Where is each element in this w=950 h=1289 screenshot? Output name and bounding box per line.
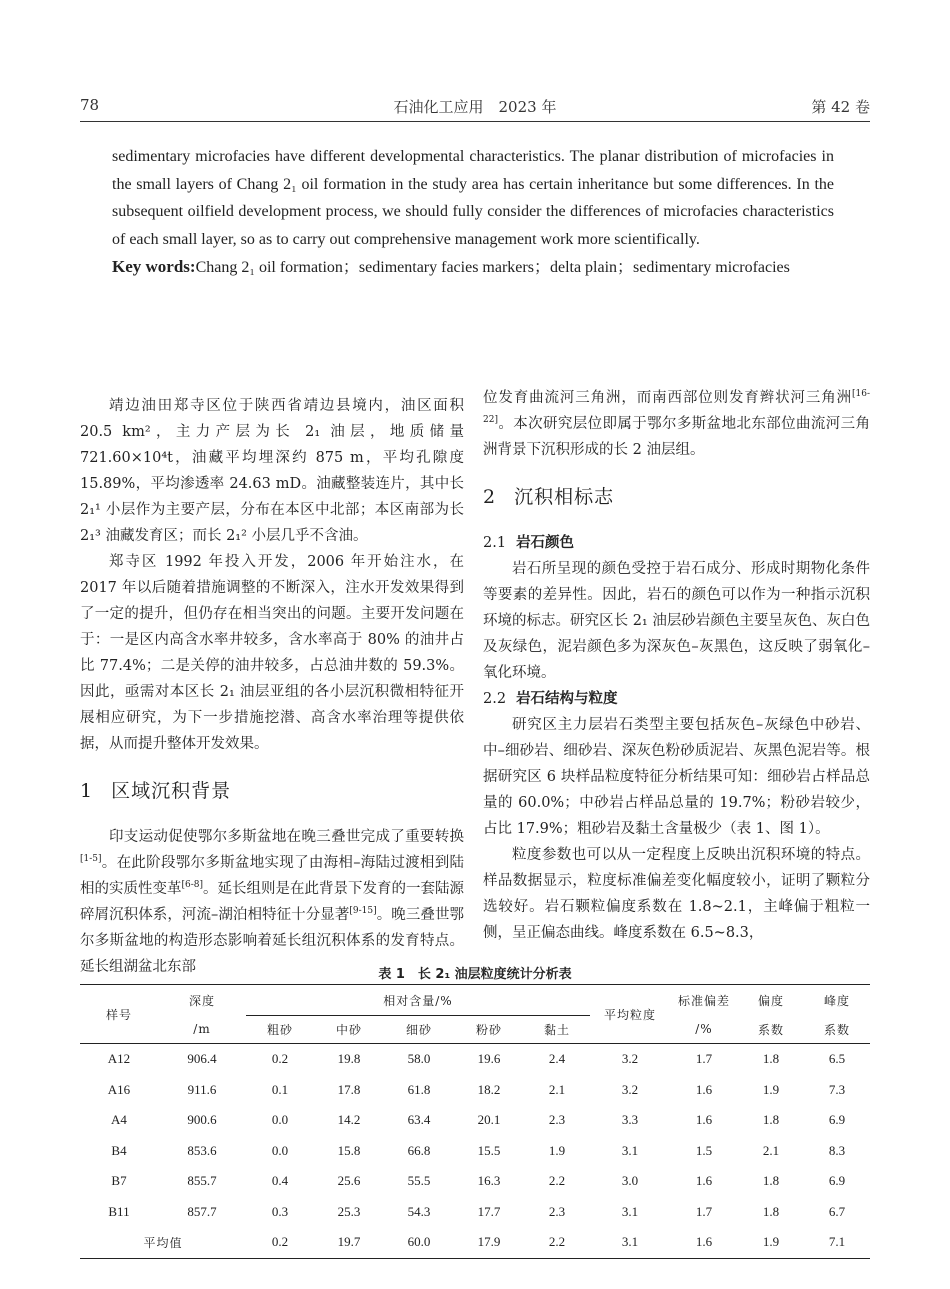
section-1-paragraph: 印支运动促使鄂尔多斯盆地在晚三叠世完成了重要转换[1-5]。在此阶段鄂尔多斯盆地实现了由海相–海陆过渡相到陆相的实质性变革[6-8]。延长组则是在此背景下发育的一套陆源碎屑沉积体系，河流–湖泊相特征十分显著[9-15]。晚三叠世鄂尔多斯盆地的构造形态影响着延长组沉积体系的发育特点。延长组湖盆北东部 <box>80 829 465 975</box>
rock-color-paragraph: 岩石所呈现的颜色受控于岩石成分、形成时期物化条件等要素的差异性。因此，岩石的颜色可以作为一种指示沉积环境的标志。研究区长 2₁ 油层砂岩颜色主要呈灰色、灰白色及灰绿色，泥岩颜色多为深灰色–灰黑色，这反映了弱氧化–氧化环境。 <box>483 561 870 681</box>
header-rule <box>80 121 870 122</box>
running-header <box>80 96 870 118</box>
keywords-label: Key words <box>112 257 190 277</box>
col-coarse: 粗砂 <box>246 1016 314 1044</box>
left-column <box>80 393 464 980</box>
citation: [16-22] <box>483 389 870 426</box>
col-mean: 平均粒度 <box>590 985 670 1044</box>
table-row: A16 911.6 0.1 17.8 61.8 18.2 2.1 3.2 1.6 1.9 7.3 <box>107 1081 846 1097</box>
col-kurt: 峰度 <box>804 985 870 1016</box>
col-fine: 细砂 <box>384 1016 454 1044</box>
citation: [9-15] <box>349 906 377 917</box>
table-row: B4 853.6 0.0 15.8 66.8 15.5 1.9 3.1 1.5 2.1 8.3 <box>111 1142 846 1158</box>
table-row: A4 900.6 0.0 14.2 63.4 20.1 2.3 3.3 1.6 1.8 6.9 <box>111 1112 846 1128</box>
intro-paragraph-2: 郑寺区 1992 年投入开发，2006 年开始注水，在 2017 年以后随着措施调整的不断深入，注水开发效果得到了一定的提升，但仍存在相当突出的问题。主要开发问题在于：一是区内高含水率井较多，含水率高于 80% 的油井占比 77.4%；二是关停的油井较多，占总油井数的 59.3%。因此，亟需对本区长 2₁ 油层亚组的各小层沉积微相特征开展相应研究，为下一步措施挖潜、高含水率治理等提供依据，从而提升整体开发效果。 <box>80 554 464 752</box>
english-abstract <box>112 143 834 282</box>
col-skew-unit: 系数 <box>738 1016 804 1044</box>
journal-title: 石油化工应用 2023 年 <box>393 98 557 116</box>
abstract-text: sedimentary microfacies have different developmental characteristics. The planar distribution of microfacies in the small layers of Chang 2₁ oil formation in the study area has certain inheritance but some differences. In the subsequent oilfield development process, we should fully consider the differences of microfacies characteristics of each small layer, so as to carry out comprehensive management work more scientifically. <box>112 148 834 248</box>
section-1-heading <box>80 778 464 804</box>
col-depth-unit: /m <box>158 1016 246 1044</box>
col-sample: 样号 <box>80 985 158 1044</box>
col-std-unit: /% <box>670 1016 738 1044</box>
col-skew: 偏度 <box>738 985 804 1016</box>
citation: [1-5] <box>80 854 102 865</box>
table-body <box>80 1044 870 1259</box>
keywords-text: Chang 2₁ oil formation；sedimentary facies markers；delta plain；sedimentary microfacies <box>195 259 790 277</box>
subsection-2-1-heading: 2.1 岩石颜色 <box>483 535 575 551</box>
table-row: B7 855.7 0.4 25.6 55.5 16.3 2.2 3.0 1.6 1.8 6.9 <box>111 1173 846 1189</box>
col-clay: 黏土 <box>524 1016 590 1044</box>
rock-texture-paragraph: 研究区主力层岩石类型主要包括灰色–灰绿色中砂岩、中–细砂岩、细砂岩、深灰色粉砂质泥岩、灰黑色泥岩等。根据研究区 6 块样品粒度特征分析结果可知：细砂岩占样品总量的 60.0%；中砂岩占样品总量的 19.7%；粉砂岩较少，占比 17.9%；粗砂岩及黏土含量极少（表 1、图 1）。 <box>483 717 870 837</box>
section-1-number: 1 <box>80 780 94 802</box>
table-caption: 表 1 长 2₁ 油层粒度统计分析表 <box>378 967 572 982</box>
right-column <box>483 385 870 946</box>
intro-paragraph-1: 靖边油田郑寺区位于陕西省靖边县境内，油区面积 20.5 km²，主力产层为长 2₁ 油层，地质储量 721.60×10⁴t，油藏平均埋深约 875 m，平均孔隙度 15.89%，平均渗透率 24.63 mD。油藏整装连片，其中长 2₁¹ 小层作为主要产层，分布在本区中北部；本区南部为长 2₁³ 油藏发育区；而长 2₁² 小层几乎不含油。 <box>80 398 464 544</box>
keywords-line: Key words:Chang 2₁ oil formation；sedimentary facies markers；delta plain；sedimentary microfacies <box>112 257 790 277</box>
page-number: 78 <box>80 96 100 114</box>
subsection-2-2-heading: 2.2 岩石结构与粒度 <box>483 691 618 707</box>
col-relative-group: 相对含量/% <box>246 985 590 1016</box>
col-std: 标准偏差 <box>670 985 738 1016</box>
col-kurt-unit: 系数 <box>804 1016 870 1044</box>
col-silt: 粉砂 <box>454 1016 524 1044</box>
grain-size-table <box>80 984 870 1259</box>
table-row: B11 857.7 0.3 25.3 54.3 17.7 2.3 3.1 1.7 1.8 6.7 <box>108 1203 846 1219</box>
volume-label: 第 42 卷 <box>811 98 870 116</box>
section-2-title: 沉积相标志 <box>514 486 615 508</box>
grain-parameter-paragraph: 粒度参数也可以从一定程度上反映出沉积环境的特点。样品数据显示，粒度标准偏差变化幅度较小，证明了颗粒分选较好。岩石颗粒偏度系数在 1.8~2.1，主峰偏于粗粒一侧，呈正偏态曲线。峰度系数在 6.5~8.3， <box>483 847 870 941</box>
table-row: A12 906.4 0.2 19.8 58.0 19.6 2.4 3.2 1.7 1.8 6.5 <box>107 1051 846 1067</box>
section-2-heading <box>483 484 870 510</box>
table-average-row: 平均值 0.2 19.7 60.0 17.9 2.2 3.1 1.6 1.9 7.1 <box>80 1227 870 1258</box>
col-depth: 深度 <box>158 985 246 1016</box>
col-medium: 中砂 <box>314 1016 384 1044</box>
section-1-title: 区域沉积背景 <box>111 780 232 802</box>
continuation-paragraph: 位发育曲流河三角洲，而南西部位则发育辫状河三角洲[16-22]。本次研究层位即属于鄂尔多斯盆地北东部位曲流河三角洲背景下沉积形成的长 2 油层组。 <box>483 389 870 458</box>
citation: [6-8] <box>181 880 204 891</box>
section-2-number: 2 <box>483 486 497 508</box>
